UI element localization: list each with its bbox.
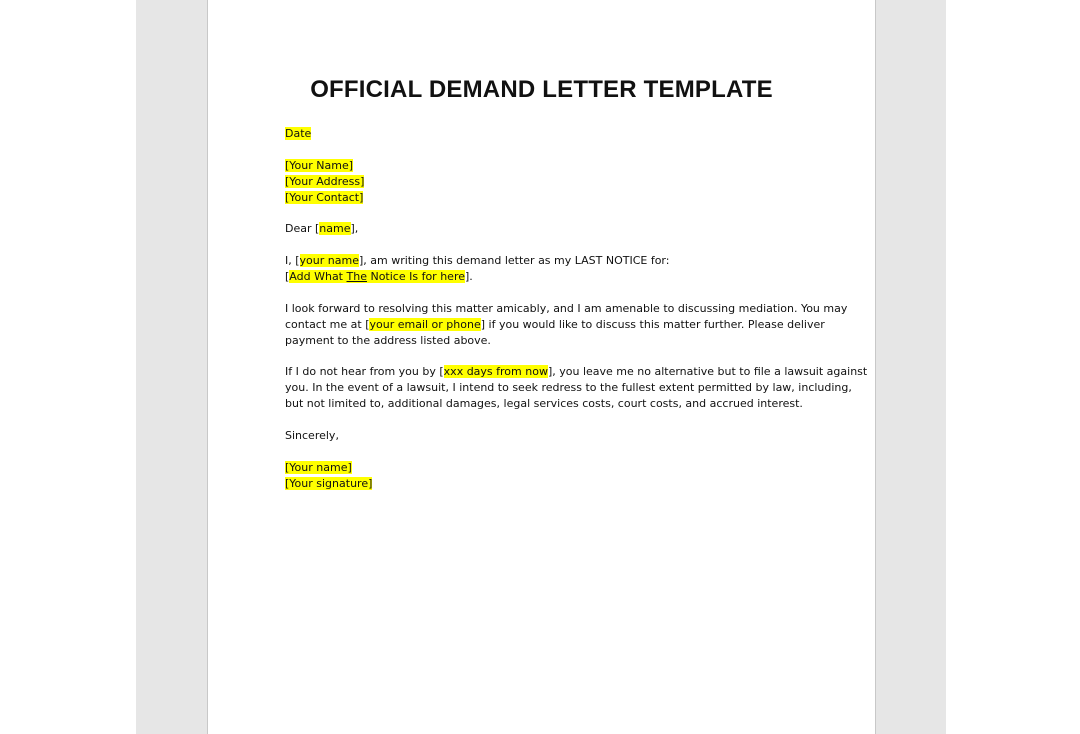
sender-name-line bbox=[285, 158, 815, 174]
signature-name-line bbox=[285, 460, 815, 476]
sender-name-placeholder: [Your Name] bbox=[285, 158, 354, 172]
letter-body bbox=[285, 126, 868, 491]
date-line bbox=[285, 126, 815, 142]
document-page bbox=[207, 0, 876, 734]
signature-line bbox=[285, 476, 815, 492]
notice-reason-placeholder: Add What The Notice Is for here bbox=[289, 270, 465, 284]
salutation-line: Dear [name], bbox=[285, 222, 359, 236]
your-name-placeholder: your name bbox=[299, 254, 359, 268]
closing-line: Sincerely, bbox=[285, 428, 339, 442]
signature-name-placeholder: [Your name] bbox=[285, 460, 352, 474]
notice-line-2: [Add What The Notice Is for here]. bbox=[285, 270, 473, 284]
paragraph-1-line-3: payment to the address listed above. bbox=[285, 333, 491, 347]
recipient-name-placeholder: name bbox=[319, 222, 351, 236]
deadline-placeholder: xxx days from now bbox=[443, 365, 548, 379]
sender-address-placeholder: [Your Address] bbox=[285, 174, 365, 188]
date-placeholder: Date bbox=[285, 127, 312, 140]
paragraph-2-line-2: you. In the event of a lawsuit, I intend to seek redress to the fullest extent permitted by law, including, bbox=[285, 381, 852, 395]
sender-address-line bbox=[285, 174, 815, 190]
document-title: OFFICIAL DEMAND LETTER TEMPLATE bbox=[310, 76, 773, 103]
signature-placeholder: [Your signature] bbox=[285, 476, 373, 490]
paragraph-2-line-3: but not limited to, additional damages, legal services costs, court costs, and accrued interest. bbox=[285, 397, 803, 411]
sender-contact-placeholder: [Your Contact] bbox=[285, 190, 364, 204]
paragraph-2-line-1: If I do not hear from you by [xxx days from now], you leave me no alternative but to file a lawsuit against bbox=[285, 365, 868, 379]
paragraph-1-line-2: contact me at [your email or phone] if you would like to discuss this matter further. Please deliver bbox=[285, 317, 825, 331]
sender-contact-line bbox=[285, 190, 815, 206]
paragraph-1-line-1: I look forward to resolving this matter amicably, and I am amenable to discussing mediation. You may bbox=[285, 301, 848, 315]
notice-line-1: I, [your name], am writing this demand letter as my LAST NOTICE for: bbox=[285, 254, 670, 268]
contact-placeholder: your email or phone bbox=[369, 317, 481, 331]
